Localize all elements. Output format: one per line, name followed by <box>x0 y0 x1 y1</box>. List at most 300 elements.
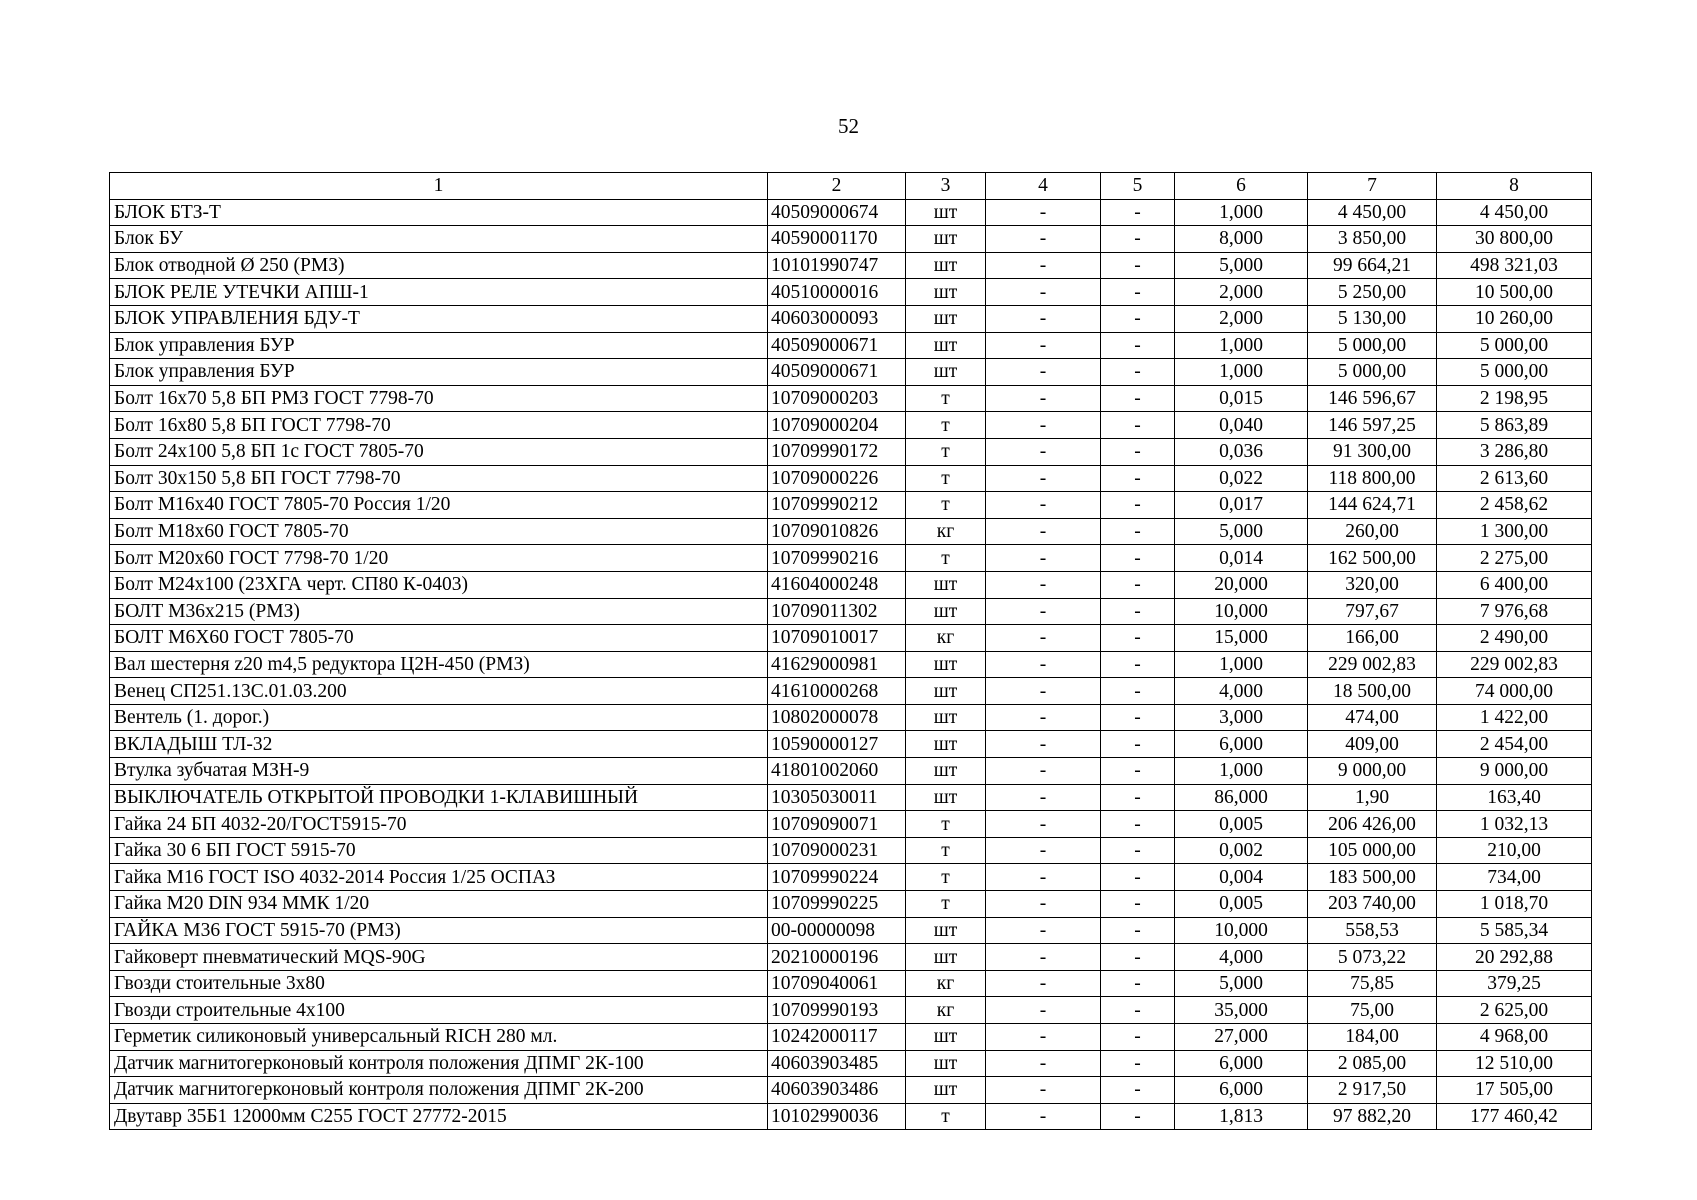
cell-col4: - <box>986 864 1101 891</box>
cell-name: ВЫКЛЮЧАТЕЛЬ ОТКРЫТОЙ ПРОВОДКИ 1-КЛАВИШНЫЙ <box>110 784 768 811</box>
cell-code: 10305030011 <box>768 784 906 811</box>
cell-sum: 20 292,88 <box>1437 944 1592 971</box>
cell-name: Гвозди строительные 4х100 <box>110 997 768 1024</box>
cell-quantity: 0,005 <box>1175 891 1308 918</box>
cell-unit: т <box>906 1103 986 1130</box>
cell-sum: 4 450,00 <box>1437 199 1592 226</box>
cell-code: 10590000127 <box>768 731 906 758</box>
cell-col5: - <box>1101 625 1175 652</box>
cell-col5: - <box>1101 412 1175 439</box>
cell-quantity: 0,015 <box>1175 385 1308 412</box>
cell-col4: - <box>986 1103 1101 1130</box>
cell-col5: - <box>1101 438 1175 465</box>
cell-name: БОЛТ М6Х60 ГОСТ 7805-70 <box>110 625 768 652</box>
cell-code: 00-00000098 <box>768 917 906 944</box>
cell-code: 41801002060 <box>768 758 906 785</box>
cell-price: 105 000,00 <box>1308 837 1437 864</box>
cell-sum: 210,00 <box>1437 837 1592 864</box>
cell-price: 144 624,71 <box>1308 492 1437 519</box>
table-row <box>110 226 1592 253</box>
cell-sum: 2 198,95 <box>1437 385 1592 412</box>
cell-sum: 30 800,00 <box>1437 226 1592 253</box>
cell-code: 10709990193 <box>768 997 906 1024</box>
cell-col4: - <box>986 359 1101 386</box>
table-row <box>110 704 1592 731</box>
cell-name: Датчик магнитогерконовый контроля положения ДПМГ 2К-100 <box>110 1050 768 1077</box>
cell-col4: - <box>986 997 1101 1024</box>
table-row <box>110 837 1592 864</box>
cell-code: 10709010826 <box>768 518 906 545</box>
cell-name: Гайка М16 ГОСТ ISO 4032-2014 Россия 1/25 ОСПАЗ <box>110 864 768 891</box>
cell-price: 18 500,00 <box>1308 678 1437 705</box>
cell-code: 40510000016 <box>768 279 906 306</box>
cell-sum: 2 613,60 <box>1437 465 1592 492</box>
cell-sum: 3 286,80 <box>1437 438 1592 465</box>
cell-unit: т <box>906 811 986 838</box>
cell-unit: т <box>906 891 986 918</box>
cell-price: 474,00 <box>1308 704 1437 731</box>
cell-price: 320,00 <box>1308 571 1437 598</box>
column-header-5: 5 <box>1101 173 1175 200</box>
cell-quantity: 0,022 <box>1175 465 1308 492</box>
cell-unit: шт <box>906 279 986 306</box>
cell-price: 409,00 <box>1308 731 1437 758</box>
cell-price: 229 002,83 <box>1308 651 1437 678</box>
cell-sum: 10 500,00 <box>1437 279 1592 306</box>
cell-col4: - <box>986 678 1101 705</box>
cell-col4: - <box>986 651 1101 678</box>
cell-code: 40603000093 <box>768 305 906 332</box>
cell-unit: шт <box>906 1024 986 1051</box>
cell-quantity: 0,005 <box>1175 811 1308 838</box>
cell-code: 10709990225 <box>768 891 906 918</box>
cell-unit: т <box>906 545 986 572</box>
cell-name: Датчик магнитогерконовый контроля положения ДПМГ 2К-200 <box>110 1077 768 1104</box>
cell-quantity: 1,000 <box>1175 758 1308 785</box>
cell-col5: - <box>1101 279 1175 306</box>
cell-quantity: 35,000 <box>1175 997 1308 1024</box>
cell-sum: 2 490,00 <box>1437 625 1592 652</box>
cell-price: 3 850,00 <box>1308 226 1437 253</box>
table-row <box>110 758 1592 785</box>
table-row <box>110 784 1592 811</box>
table-row <box>110 678 1592 705</box>
column-header-1: 1 <box>110 173 768 200</box>
cell-unit: т <box>906 465 986 492</box>
cell-sum: 74 000,00 <box>1437 678 1592 705</box>
table-row <box>110 1050 1592 1077</box>
cell-unit: шт <box>906 359 986 386</box>
cell-sum: 379,25 <box>1437 970 1592 997</box>
cell-quantity: 4,000 <box>1175 678 1308 705</box>
cell-code: 10709990224 <box>768 864 906 891</box>
cell-unit: шт <box>906 252 986 279</box>
table-row <box>110 1077 1592 1104</box>
cell-quantity: 10,000 <box>1175 598 1308 625</box>
cell-price: 146 597,25 <box>1308 412 1437 439</box>
cell-sum: 163,40 <box>1437 784 1592 811</box>
cell-col5: - <box>1101 332 1175 359</box>
cell-unit: кг <box>906 625 986 652</box>
table-row <box>110 731 1592 758</box>
cell-unit: шт <box>906 598 986 625</box>
cell-sum: 1 032,13 <box>1437 811 1592 838</box>
cell-unit: шт <box>906 1050 986 1077</box>
cell-unit: т <box>906 412 986 439</box>
cell-col4: - <box>986 944 1101 971</box>
cell-name: ГАЙКА М36 ГОСТ 5915-70 (РМЗ) <box>110 917 768 944</box>
cell-code: 10802000078 <box>768 704 906 731</box>
table-row <box>110 651 1592 678</box>
cell-code: 10709990212 <box>768 492 906 519</box>
cell-col5: - <box>1101 970 1175 997</box>
cell-price: 75,00 <box>1308 997 1437 1024</box>
cell-col4: - <box>986 1077 1101 1104</box>
cell-col5: - <box>1101 199 1175 226</box>
cell-col4: - <box>986 465 1101 492</box>
cell-price: 5 130,00 <box>1308 305 1437 332</box>
cell-price: 97 882,20 <box>1308 1103 1437 1130</box>
cell-quantity: 20,000 <box>1175 571 1308 598</box>
cell-col4: - <box>986 917 1101 944</box>
cell-quantity: 0,017 <box>1175 492 1308 519</box>
cell-sum: 1 422,00 <box>1437 704 1592 731</box>
cell-quantity: 15,000 <box>1175 625 1308 652</box>
cell-unit: шт <box>906 731 986 758</box>
column-header-4: 4 <box>986 173 1101 200</box>
table-row <box>110 305 1592 332</box>
cell-col4: - <box>986 492 1101 519</box>
cell-name: Гайка 24 БП 4032-20/ГОСТ5915-70 <box>110 811 768 838</box>
cell-name: Втулка зубчатая МЗН-9 <box>110 758 768 785</box>
table-row <box>110 864 1592 891</box>
cell-code: 40590001170 <box>768 226 906 253</box>
cell-sum: 2 625,00 <box>1437 997 1592 1024</box>
cell-sum: 229 002,83 <box>1437 651 1592 678</box>
cell-code: 10242000117 <box>768 1024 906 1051</box>
table-row <box>110 598 1592 625</box>
cell-col4: - <box>986 545 1101 572</box>
cell-col4: - <box>986 731 1101 758</box>
cell-sum: 5 000,00 <box>1437 332 1592 359</box>
cell-sum: 7 976,68 <box>1437 598 1592 625</box>
cell-sum: 5 585,34 <box>1437 917 1592 944</box>
cell-price: 162 500,00 <box>1308 545 1437 572</box>
cell-unit: шт <box>906 678 986 705</box>
cell-col5: - <box>1101 226 1175 253</box>
cell-col4: - <box>986 226 1101 253</box>
cell-name: Блок управления БУР <box>110 332 768 359</box>
cell-col4: - <box>986 970 1101 997</box>
cell-unit: т <box>906 492 986 519</box>
table-row <box>110 917 1592 944</box>
cell-sum: 6 400,00 <box>1437 571 1592 598</box>
cell-sum: 1 300,00 <box>1437 518 1592 545</box>
cell-price: 5 250,00 <box>1308 279 1437 306</box>
cell-price: 146 596,67 <box>1308 385 1437 412</box>
cell-name: Болт 16х70 5,8 БП РМЗ ГОСТ 7798-70 <box>110 385 768 412</box>
cell-col4: - <box>986 704 1101 731</box>
cell-unit: кг <box>906 518 986 545</box>
table-row <box>110 625 1592 652</box>
cell-unit: шт <box>906 571 986 598</box>
cell-price: 75,85 <box>1308 970 1437 997</box>
cell-col5: - <box>1101 758 1175 785</box>
cell-code: 10709040061 <box>768 970 906 997</box>
cell-code: 40603903485 <box>768 1050 906 1077</box>
table-row <box>110 438 1592 465</box>
cell-col4: - <box>986 332 1101 359</box>
cell-col5: - <box>1101 784 1175 811</box>
cell-price: 5 000,00 <box>1308 359 1437 386</box>
cell-col4: - <box>986 518 1101 545</box>
cell-col4: - <box>986 412 1101 439</box>
cell-name: Болт 16х80 5,8 БП ГОСТ 7798-70 <box>110 412 768 439</box>
cell-quantity: 1,000 <box>1175 332 1308 359</box>
cell-code: 20210000196 <box>768 944 906 971</box>
cell-unit: т <box>906 438 986 465</box>
cell-quantity: 0,040 <box>1175 412 1308 439</box>
cell-quantity: 27,000 <box>1175 1024 1308 1051</box>
cell-col4: - <box>986 1050 1101 1077</box>
cell-col5: - <box>1101 1077 1175 1104</box>
column-header-8: 8 <box>1437 173 1592 200</box>
cell-name: Двутавр 35Б1 12000мм С255 ГОСТ 27772-2015 <box>110 1103 768 1130</box>
cell-price: 2 917,50 <box>1308 1077 1437 1104</box>
cell-quantity: 1,000 <box>1175 359 1308 386</box>
cell-quantity: 5,000 <box>1175 970 1308 997</box>
cell-code: 10101990747 <box>768 252 906 279</box>
table-row <box>110 811 1592 838</box>
cell-col4: - <box>986 305 1101 332</box>
cell-name: Гайка 30 6 БП ГОСТ 5915-70 <box>110 837 768 864</box>
cell-col4: - <box>986 279 1101 306</box>
cell-price: 2 085,00 <box>1308 1050 1437 1077</box>
cell-col5: - <box>1101 305 1175 332</box>
cell-quantity: 0,014 <box>1175 545 1308 572</box>
cell-sum: 5 863,89 <box>1437 412 1592 439</box>
cell-name: Болт М18х60 ГОСТ 7805-70 <box>110 518 768 545</box>
cell-col5: - <box>1101 997 1175 1024</box>
table-row <box>110 970 1592 997</box>
cell-unit: шт <box>906 758 986 785</box>
cell-code: 41610000268 <box>768 678 906 705</box>
cell-name: БЛОК УПРАВЛЕНИЯ БДУ-Т <box>110 305 768 332</box>
table-row <box>110 199 1592 226</box>
table-body <box>110 199 1592 1130</box>
cell-col5: - <box>1101 1050 1175 1077</box>
cell-quantity: 4,000 <box>1175 944 1308 971</box>
table-row <box>110 332 1592 359</box>
cell-name: Болт 30х150 5,8 БП ГОСТ 7798-70 <box>110 465 768 492</box>
cell-sum: 5 000,00 <box>1437 359 1592 386</box>
cell-code: 10709000226 <box>768 465 906 492</box>
cell-col5: - <box>1101 385 1175 412</box>
cell-col4: - <box>986 758 1101 785</box>
cell-name: Герметик силиконовый универсальный RICH 280 мл. <box>110 1024 768 1051</box>
cell-col5: - <box>1101 545 1175 572</box>
column-header-2: 2 <box>768 173 906 200</box>
column-header-7: 7 <box>1308 173 1437 200</box>
cell-code: 41629000981 <box>768 651 906 678</box>
cell-sum: 2 275,00 <box>1437 545 1592 572</box>
cell-price: 184,00 <box>1308 1024 1437 1051</box>
cell-col4: - <box>986 438 1101 465</box>
cell-code: 10709990216 <box>768 545 906 572</box>
cell-quantity: 6,000 <box>1175 1050 1308 1077</box>
cell-code: 40509000674 <box>768 199 906 226</box>
cell-price: 797,67 <box>1308 598 1437 625</box>
cell-col5: - <box>1101 864 1175 891</box>
cell-col4: - <box>986 784 1101 811</box>
cell-sum: 4 968,00 <box>1437 1024 1592 1051</box>
cell-col5: - <box>1101 944 1175 971</box>
table-row <box>110 891 1592 918</box>
cell-unit: шт <box>906 1077 986 1104</box>
cell-price: 1,90 <box>1308 784 1437 811</box>
cell-price: 118 800,00 <box>1308 465 1437 492</box>
cell-code: 10709011302 <box>768 598 906 625</box>
cell-col4: - <box>986 811 1101 838</box>
cell-name: Вал шестерня z20 m4,5 редуктора Ц2Н-450 (РМЗ) <box>110 651 768 678</box>
cell-col5: - <box>1101 704 1175 731</box>
cell-code: 10102990036 <box>768 1103 906 1130</box>
materials-table <box>109 172 1592 1130</box>
cell-sum: 10 260,00 <box>1437 305 1592 332</box>
column-header-6: 6 <box>1175 173 1308 200</box>
cell-unit: шт <box>906 199 986 226</box>
cell-name: Болт 24х100 5,8 БП 1с ГОСТ 7805-70 <box>110 438 768 465</box>
cell-name: Гайковерт пневматический MQS-90G <box>110 944 768 971</box>
table-row <box>110 279 1592 306</box>
cell-name: Венец СП251.13С.01.03.200 <box>110 678 768 705</box>
cell-code: 10709000231 <box>768 837 906 864</box>
cell-col4: - <box>986 891 1101 918</box>
cell-sum: 2 458,62 <box>1437 492 1592 519</box>
cell-col4: - <box>986 385 1101 412</box>
cell-price: 203 740,00 <box>1308 891 1437 918</box>
table-row <box>110 252 1592 279</box>
cell-quantity: 3,000 <box>1175 704 1308 731</box>
cell-code: 40509000671 <box>768 332 906 359</box>
cell-unit: кг <box>906 970 986 997</box>
cell-name: Блок отводной Ø 250 (РМЗ) <box>110 252 768 279</box>
cell-unit: шт <box>906 704 986 731</box>
cell-quantity: 2,000 <box>1175 305 1308 332</box>
cell-sum: 17 505,00 <box>1437 1077 1592 1104</box>
cell-col5: - <box>1101 651 1175 678</box>
cell-price: 9 000,00 <box>1308 758 1437 785</box>
table-row <box>110 412 1592 439</box>
cell-name: Болт М16х40 ГОСТ 7805-70 Россия 1/20 <box>110 492 768 519</box>
cell-unit: т <box>906 864 986 891</box>
cell-quantity: 86,000 <box>1175 784 1308 811</box>
cell-col4: - <box>986 625 1101 652</box>
cell-unit: шт <box>906 917 986 944</box>
cell-code: 10709090071 <box>768 811 906 838</box>
cell-quantity: 5,000 <box>1175 518 1308 545</box>
cell-col5: - <box>1101 465 1175 492</box>
cell-code: 10709000203 <box>768 385 906 412</box>
cell-quantity: 0,004 <box>1175 864 1308 891</box>
cell-name: Вентель (1. дорог.) <box>110 704 768 731</box>
cell-quantity: 0,036 <box>1175 438 1308 465</box>
cell-name: Гайка М20 DIN 934 ММК 1/20 <box>110 891 768 918</box>
cell-col5: - <box>1101 518 1175 545</box>
cell-quantity: 1,000 <box>1175 199 1308 226</box>
cell-sum: 177 460,42 <box>1437 1103 1592 1130</box>
cell-quantity: 1,813 <box>1175 1103 1308 1130</box>
cell-code: 40509000671 <box>768 359 906 386</box>
cell-col4: - <box>986 837 1101 864</box>
cell-unit: т <box>906 837 986 864</box>
cell-price: 5 000,00 <box>1308 332 1437 359</box>
cell-unit: шт <box>906 332 986 359</box>
cell-unit: шт <box>906 944 986 971</box>
table-row <box>110 385 1592 412</box>
cell-col5: - <box>1101 571 1175 598</box>
cell-col5: - <box>1101 731 1175 758</box>
cell-col4: - <box>986 252 1101 279</box>
table-row <box>110 997 1592 1024</box>
cell-unit: шт <box>906 305 986 332</box>
cell-col5: - <box>1101 917 1175 944</box>
cell-quantity: 6,000 <box>1175 731 1308 758</box>
cell-price: 91 300,00 <box>1308 438 1437 465</box>
cell-code: 10709000204 <box>768 412 906 439</box>
table-row <box>110 492 1592 519</box>
cell-price: 166,00 <box>1308 625 1437 652</box>
cell-unit: шт <box>906 651 986 678</box>
cell-name: БЛОК РЕЛЕ УТЕЧКИ АПШ-1 <box>110 279 768 306</box>
cell-quantity: 6,000 <box>1175 1077 1308 1104</box>
cell-col5: - <box>1101 811 1175 838</box>
cell-name: Болт М24х100 (23ХГА черт. СП80 К-0403) <box>110 571 768 598</box>
cell-price: 558,53 <box>1308 917 1437 944</box>
cell-quantity: 2,000 <box>1175 279 1308 306</box>
table-header-row <box>110 173 1592 200</box>
cell-col5: - <box>1101 252 1175 279</box>
cell-price: 4 450,00 <box>1308 199 1437 226</box>
cell-quantity: 8,000 <box>1175 226 1308 253</box>
cell-quantity: 1,000 <box>1175 651 1308 678</box>
cell-price: 183 500,00 <box>1308 864 1437 891</box>
table-row <box>110 518 1592 545</box>
cell-col4: - <box>986 598 1101 625</box>
cell-col5: - <box>1101 678 1175 705</box>
cell-sum: 9 000,00 <box>1437 758 1592 785</box>
cell-price: 99 664,21 <box>1308 252 1437 279</box>
table-row <box>110 545 1592 572</box>
cell-sum: 734,00 <box>1437 864 1592 891</box>
cell-unit: кг <box>906 997 986 1024</box>
cell-name: Болт М20х60 ГОСТ 7798-70 1/20 <box>110 545 768 572</box>
cell-quantity: 0,002 <box>1175 837 1308 864</box>
cell-name: БЛОК БТЗ-Т <box>110 199 768 226</box>
cell-unit: т <box>906 385 986 412</box>
table-row <box>110 944 1592 971</box>
cell-col5: - <box>1101 492 1175 519</box>
cell-name: ВКЛАДЫШ ТЛ-32 <box>110 731 768 758</box>
cell-sum: 12 510,00 <box>1437 1050 1592 1077</box>
cell-col5: - <box>1101 837 1175 864</box>
cell-name: Блок БУ <box>110 226 768 253</box>
table-row <box>110 465 1592 492</box>
table-row <box>110 571 1592 598</box>
cell-unit: шт <box>906 784 986 811</box>
cell-name: Блок управления БУР <box>110 359 768 386</box>
cell-col4: - <box>986 571 1101 598</box>
